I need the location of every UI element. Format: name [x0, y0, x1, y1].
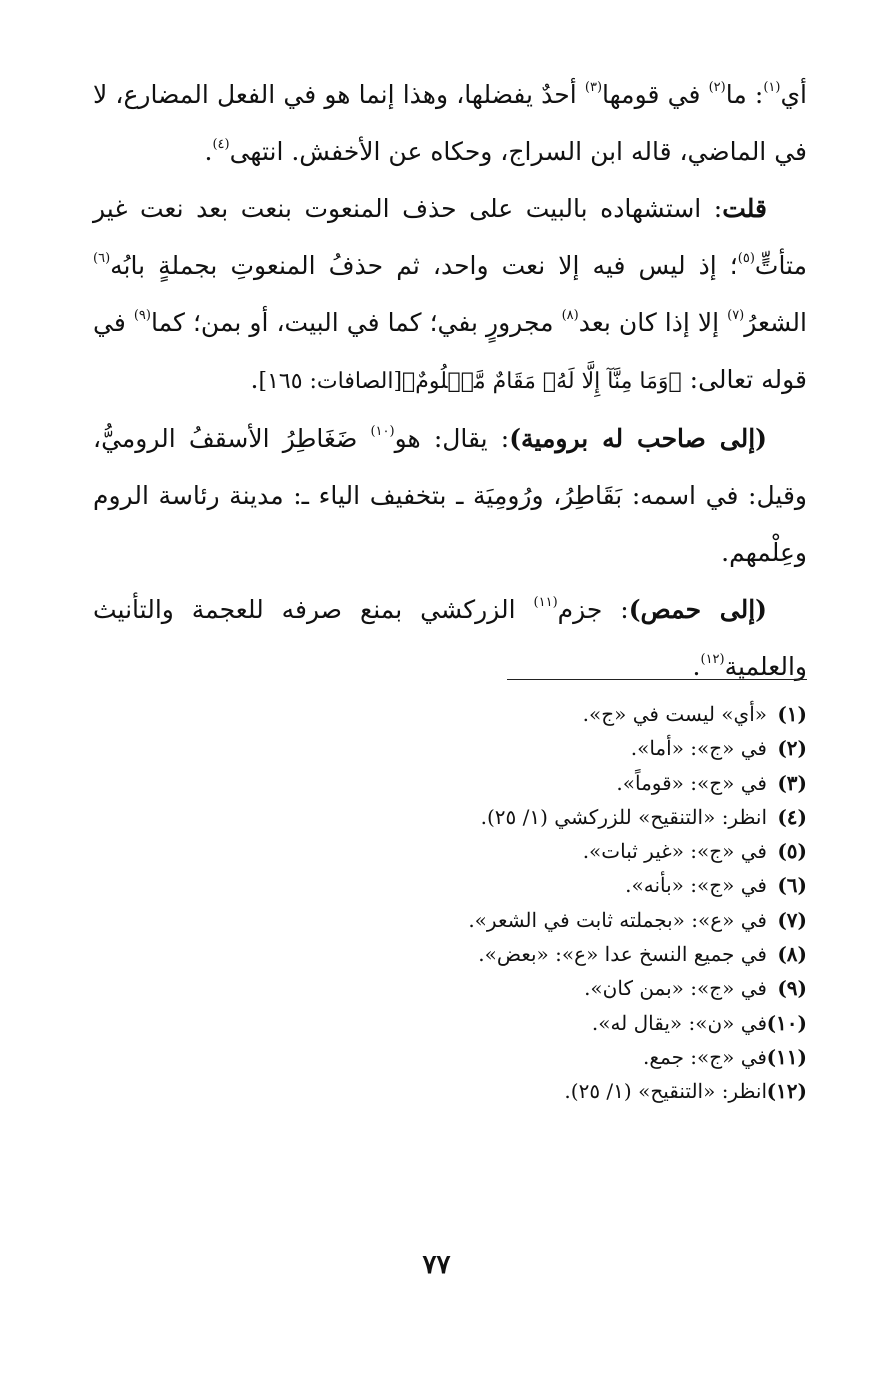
footnote-number: (٦) [777, 873, 807, 898]
paragraph-3 [93, 410, 807, 581]
text-span: . [204, 137, 213, 166]
footnote-text: في جميع النسخ عدا «ع»: «بعض». [478, 942, 767, 967]
footnote-text: في «ج»: «أما». [630, 736, 767, 761]
paragraph-label: (إلى حمص) [628, 595, 767, 624]
text-span: في قومها [602, 80, 709, 109]
text-span: : جزم [557, 595, 629, 624]
footnote-ref[interactable]: (١) [763, 80, 781, 95]
footnote-text: في «ع»: «بجملته ثابت في الشعر». [468, 907, 767, 932]
footnote-text: في «ج»: «غير ثبات». [582, 839, 767, 864]
footnote-text: في «ج»: جمع. [643, 1044, 767, 1069]
footnote-item [93, 800, 807, 834]
text-span: أي [780, 80, 807, 109]
footnote-item [93, 1040, 807, 1074]
footnote-ref[interactable]: (٢) [708, 80, 726, 95]
footnote-ref[interactable]: (٧) [727, 308, 745, 323]
footnote-number: (١١) [766, 1044, 807, 1069]
footnote-item [93, 903, 807, 937]
text-span: الشعرُ [744, 308, 807, 337]
text-span: ضَغَاطِرُ الأسقفُ الروميُّ، وقيل: في اسمه: بَقَاطِرُ، ورُومِيَة ـ بتخفيف الياء ـ: مدينة رئاسة الروم وعِلْمهم. [93, 424, 807, 567]
footnote-text: انظر: «التنقيح» (١/ ٢٥). [564, 1079, 767, 1104]
footnote-text: في «ج»: «قوماً». [616, 770, 767, 795]
footnote-ref[interactable]: (١١) [533, 595, 558, 610]
footnote-number: (١) [777, 702, 807, 726]
footnote-item [93, 937, 807, 971]
text-span: . [692, 652, 701, 681]
paragraph-2 [93, 180, 807, 410]
footnote-number: (١٠) [766, 1010, 807, 1035]
footnote-ref[interactable]: (٥) [737, 251, 755, 266]
paragraph-1 [93, 66, 807, 180]
text-span: أحدٌ يفضلها، وهذا إنما هو في الفعل المضارع، لا في الماضي، قاله ابن السراج، وحكاه عن الأخفش. انتهى [93, 80, 807, 166]
footnote-number: (٥) [777, 839, 807, 864]
text-span: : استشهاده بالبيت على حذف المنعوت بنعت بعد نعت غير متأتٍّ [93, 194, 807, 280]
page-number: ٧٧ [422, 1250, 451, 1280]
text-span: إلا إذا كان بعد [578, 308, 728, 337]
text-span: : ما [725, 80, 764, 109]
footnote-ref[interactable]: (٤) [212, 137, 230, 152]
footnote-item [93, 1006, 807, 1040]
footnote-text: «أي» ليست في «ج». [582, 702, 767, 726]
footnote-item [93, 731, 807, 765]
text-span: . [250, 365, 259, 394]
footnote-number: (١٢) [766, 1079, 807, 1104]
footnote-number: (٩) [777, 976, 807, 1001]
text-span: مجرورٍ بفي؛ كما في البيت، أو بمن؛ كما [150, 308, 562, 337]
quran-reference: [الصافات: ١٦٥] [258, 369, 403, 394]
footnote-ref[interactable]: (٩) [133, 308, 151, 323]
footnote-item [93, 1074, 807, 1108]
footnote-ref[interactable]: (١٠) [370, 424, 395, 439]
footnote-text: انظر: «التنقيح» للزركشي (١/ ٢٥). [480, 804, 767, 829]
footnotes-list [93, 697, 807, 1109]
footnote-number: (٨) [777, 942, 807, 967]
footnote-text: في «ج»: «بأنه». [625, 873, 767, 898]
paragraph-label: (إلى صاحب له برومية) [509, 424, 768, 453]
footnote-number: (٣) [777, 770, 807, 795]
footnote-ref[interactable]: (١٢) [700, 652, 725, 667]
footnote-number: (٧) [777, 907, 807, 932]
text-span: ؛ إذ ليس فيه إلا نعت واحد، ثم حذفُ المنعوتِ بجملةٍ بابُه [110, 251, 738, 280]
footnote-ref[interactable]: (٣) [584, 80, 603, 95]
footnote-ref[interactable]: (٨) [561, 308, 579, 323]
text-span: في قوله تعالى: [93, 308, 807, 394]
quran-verse: ﴿وَمَا مِنَّآ إِلَّا لَهُۥ مَقَامٌ مَّعۡلُومٌ﴾ [402, 369, 682, 394]
footnote-text: في «ن»: «يقال له». [591, 1010, 767, 1035]
text-span: : يقال: هو [394, 424, 510, 453]
paragraph-label: قلت [722, 194, 767, 223]
footnote-number: (٢) [777, 736, 807, 761]
main-text [93, 66, 807, 695]
footnote-number: (٤) [777, 804, 807, 829]
footnote-item [93, 971, 807, 1005]
footnote-item [93, 834, 807, 868]
paragraph-4 [93, 581, 807, 695]
text-span: الزركشي بمنع صرفه للعجمة والتأنيث والعلمية [93, 595, 807, 681]
footnote-item [93, 766, 807, 800]
footnote-text: في «ج»: «بمن كان». [584, 976, 767, 1001]
footnote-ref[interactable]: (٦) [93, 251, 111, 266]
footnote-item [93, 868, 807, 902]
footnote-item [93, 697, 807, 731]
footnote-separator [507, 679, 807, 680]
